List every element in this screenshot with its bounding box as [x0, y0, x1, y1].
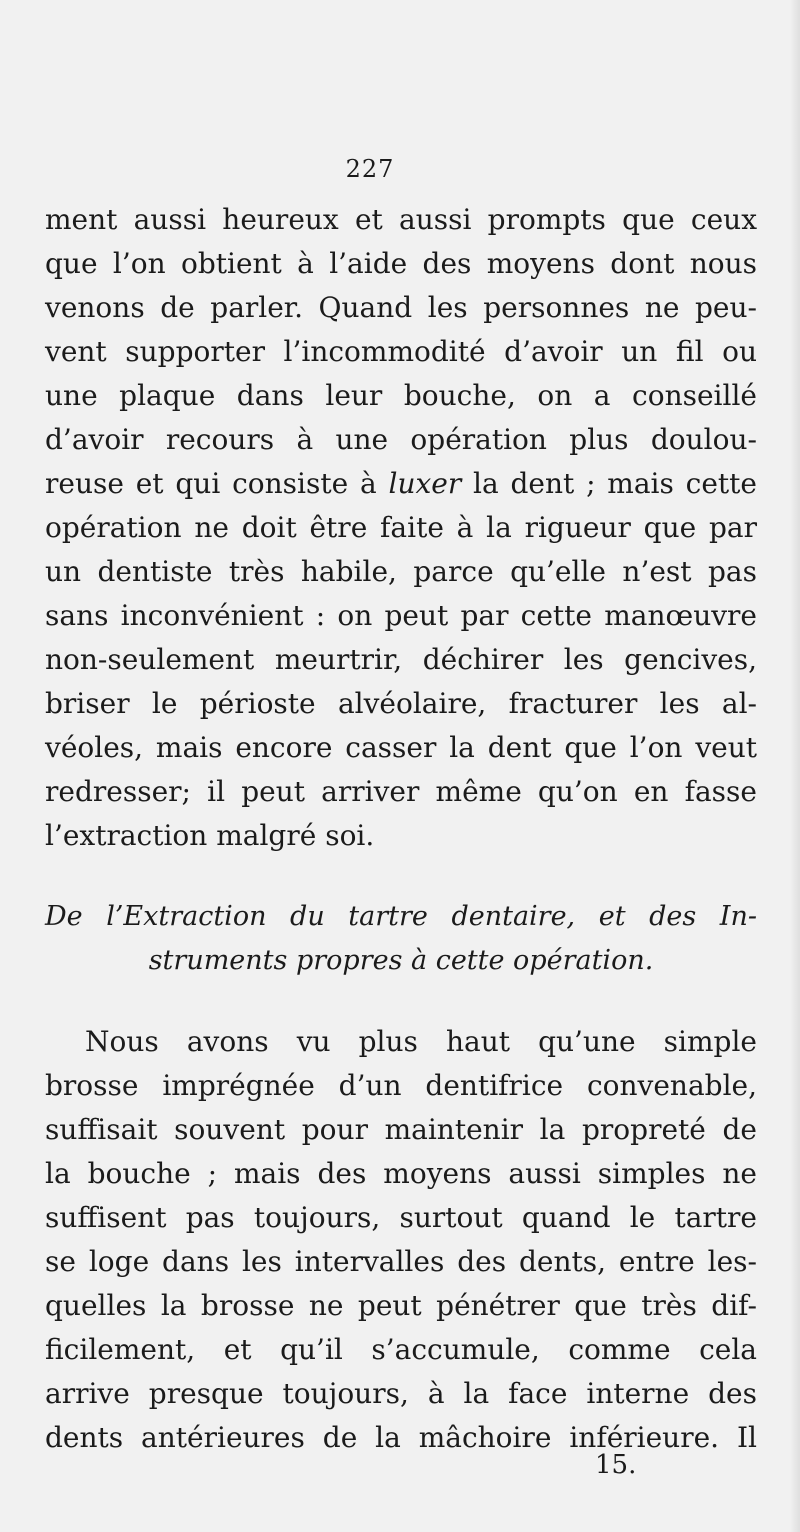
text-fragment: reuse et qui consiste à: [45, 467, 377, 500]
text-line: se loge dans les intervalles des dents, entre les-: [45, 1245, 757, 1278]
text-line: véoles, mais encore casser la dent que l’on veut: [45, 731, 757, 764]
text-line: briser le périoste alvéolaire, fracturer les al-: [45, 687, 757, 720]
text-line: quelles la brosse ne peut pénétrer que très dif-: [45, 1289, 757, 1322]
text-line: ment aussi heureux et aussi prompts que ceux: [45, 203, 757, 236]
text-line: opération ne doit être faite à la rigueur que par: [45, 511, 757, 544]
text-line: dents antérieures de la mâchoire inférieure. Il: [45, 1421, 757, 1454]
text-line: la bouche ; mais des moyens aussi simples ne: [45, 1157, 757, 1190]
text-line: redresser; il peut arriver même qu’on en fasse: [45, 775, 757, 808]
text-line: arrive presque toujours, à la face interne des: [45, 1377, 757, 1410]
signature-mark: 15.: [595, 1450, 637, 1480]
text-line: ficilement, et qu’il s’accumule, comme cela: [45, 1333, 757, 1366]
text-line: brosse imprégnée d’un dentifrice convenable,: [45, 1069, 757, 1102]
paragraph-luxation: [45, 198, 757, 858]
text-line: suffisent pas toujours, surtout quand le tartre: [45, 1201, 757, 1234]
text-line: vent supporter l’incommodité d’avoir un fil ou: [45, 335, 757, 368]
text-line: non-seulement meurtrir, déchirer les gencives,: [45, 643, 757, 676]
text-line: Nous avons vu plus haut qu’une simple: [85, 1025, 757, 1058]
italic-term-luxer: luxer: [388, 467, 462, 500]
heading-line: De l’Extraction du tartre dentaire, et des In-: [45, 901, 757, 932]
page-number: 227: [345, 155, 395, 183]
text-line: sans inconvénient : on peut par cette manœuvre: [45, 599, 757, 632]
text-fragment: la dent ; mais cette: [473, 467, 758, 500]
heading-line: struments propres à cette opération.: [148, 945, 654, 976]
text-line: l’extraction malgré soi.: [45, 819, 375, 852]
text-line: un dentiste très habile, parce qu’elle n’est pas: [45, 555, 757, 588]
paragraph-tartar: [45, 1020, 757, 1460]
text-line: d’avoir recours à une opération plus doulou-: [45, 423, 757, 456]
text-line: venons de parler. Quand les personnes ne peu-: [45, 291, 757, 324]
page-edge-shadow: [790, 0, 800, 1532]
text-line: une plaque dans leur bouche, on a conseillé: [45, 379, 757, 412]
text-line: suffisait souvent pour maintenir la propreté de: [45, 1113, 757, 1146]
text-line: que l’on obtient à l’aide des moyens dont nous: [45, 247, 757, 280]
section-heading: [45, 895, 757, 983]
text-line-with-italic: [45, 462, 757, 506]
